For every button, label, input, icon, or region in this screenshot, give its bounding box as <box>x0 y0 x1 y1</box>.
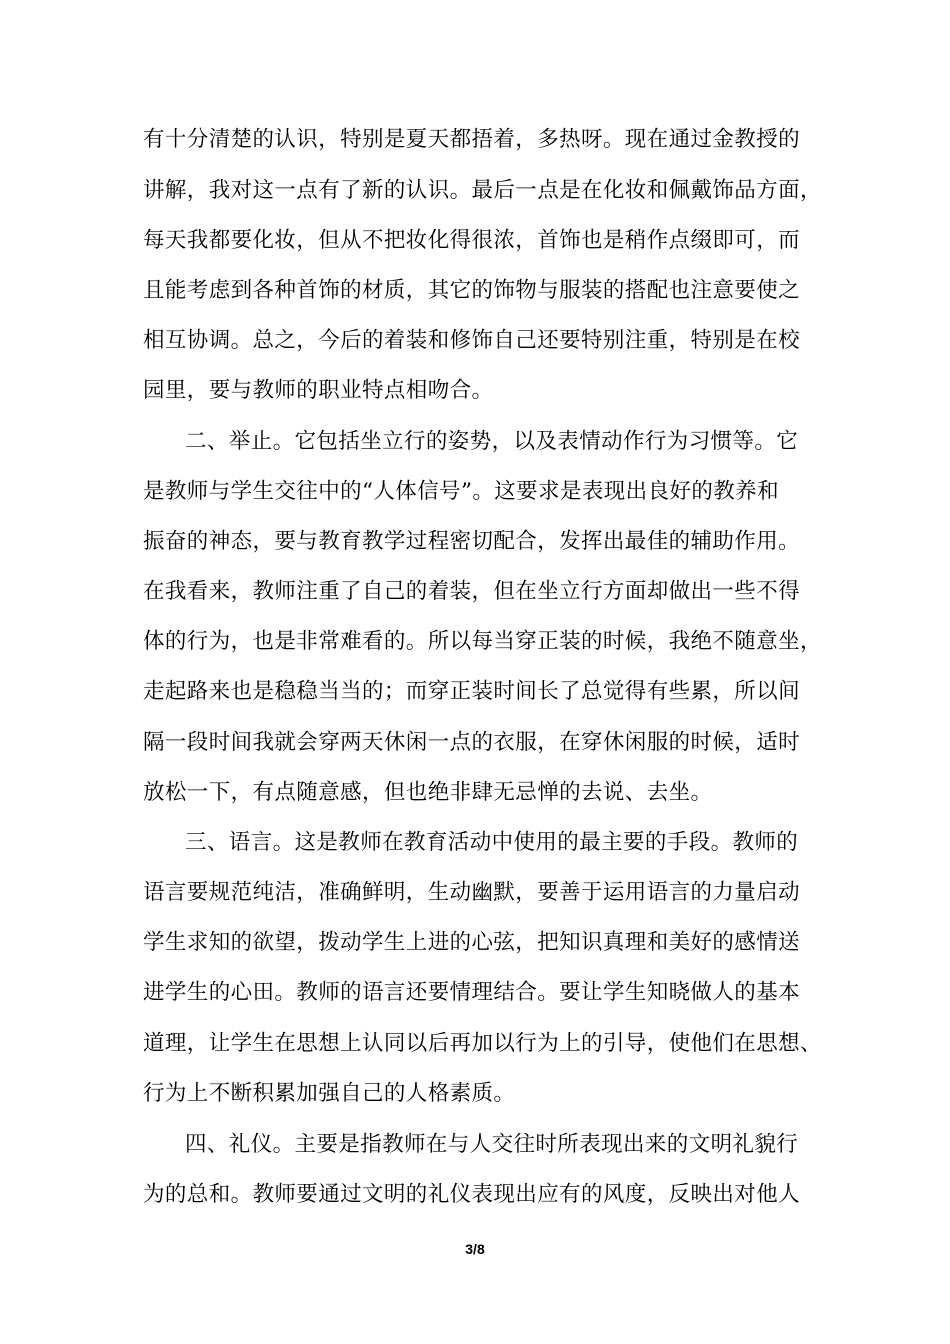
paragraph-2-line-8: 放松一下，有点随意感，但也绝非肆无忌惮的去说、去坐。 <box>143 780 713 805</box>
paragraph-1-line-1: 有十分清楚的认识，特别是夏天都捂着，多热呀。现在通过金教授的 <box>143 127 801 152</box>
paragraph-3-line-4: 进学生的心田。教师的语言还要情理结合。要让学生知晓做人的基本 <box>143 980 801 1005</box>
paragraph-4-line-2: 为的总和。教师要通过文明的礼仪表现出应有的风度，反映出对他人 <box>143 1182 801 1207</box>
paragraph-2-line-1: 二、举止。它包括坐立行的姿势，以及表情动作行为习惯等。它 <box>185 429 799 454</box>
paragraph-2-line-6: 走起路来也是稳稳当当的；而穿正装时间长了总觉得有些累，所以间 <box>143 679 801 704</box>
paragraph-2-line-5: 体的行为，也是非常难看的。所以每当穿正装的时候，我绝不随意坐， <box>143 629 822 654</box>
paragraph-1-line-5: 相互协调。总之，今后的着装和修饰自己还要特别注重，特别是在校 <box>143 328 801 353</box>
paragraph-2-line-4: 在我看来，教师注重了自己的着装，但在坐立行方面却做出一些不得 <box>143 579 801 604</box>
paragraph-1-line-4: 且能考虑到各种首饰的材质，其它的饰物与服装的搭配也注意要使之 <box>143 278 801 303</box>
paragraph-2-line-2: 是教师与学生交往中的“人体信号”。这要求是表现出良好的教养和 <box>143 479 779 504</box>
paragraph-3-line-5: 道理，让学生在思想上认同以后再加以行为上的引导，使他们在思想、 <box>143 1031 822 1056</box>
paragraph-1-line-3: 每天我都要化妆，但从不把妆化得很浓，首饰也是稍作点缀即可，而 <box>143 228 801 253</box>
paragraph-3-line-3: 学生求知的欲望，拨动学生上进的心弦，把知识真理和美好的感情送 <box>143 930 801 955</box>
page-number: 3/8 <box>465 1241 485 1257</box>
paragraph-2-line-3: 振奋的神态，要与教育教学过程密切配合，发挥出最佳的辅助作用。 <box>143 529 801 554</box>
paragraph-3-line-6: 行为上不断积累加强自己的人格素质。 <box>143 1081 516 1106</box>
paragraph-3-line-1: 三、语言。这是教师在教育活动中使用的最主要的手段。教师的 <box>185 830 799 855</box>
paragraph-2-line-7: 隔一段时间我就会穿两天休闲一点的衣服，在穿休闲服的时候，适时 <box>143 730 801 755</box>
paragraph-4-line-1: 四、礼仪。主要是指教师在与人交往时所表现出来的文明礼貌行 <box>185 1132 799 1157</box>
paragraph-1-line-2: 讲解，我对这一点有了新的认识。最后一点是在化妆和佩戴饰品方面， <box>143 178 822 203</box>
paragraph-3-line-2: 语言要规范纯洁，准确鲜明，生动幽默，要善于运用语言的力量启动 <box>143 880 801 905</box>
paragraph-1-line-6: 园里，要与教师的职业特点相吻合。 <box>143 378 494 403</box>
